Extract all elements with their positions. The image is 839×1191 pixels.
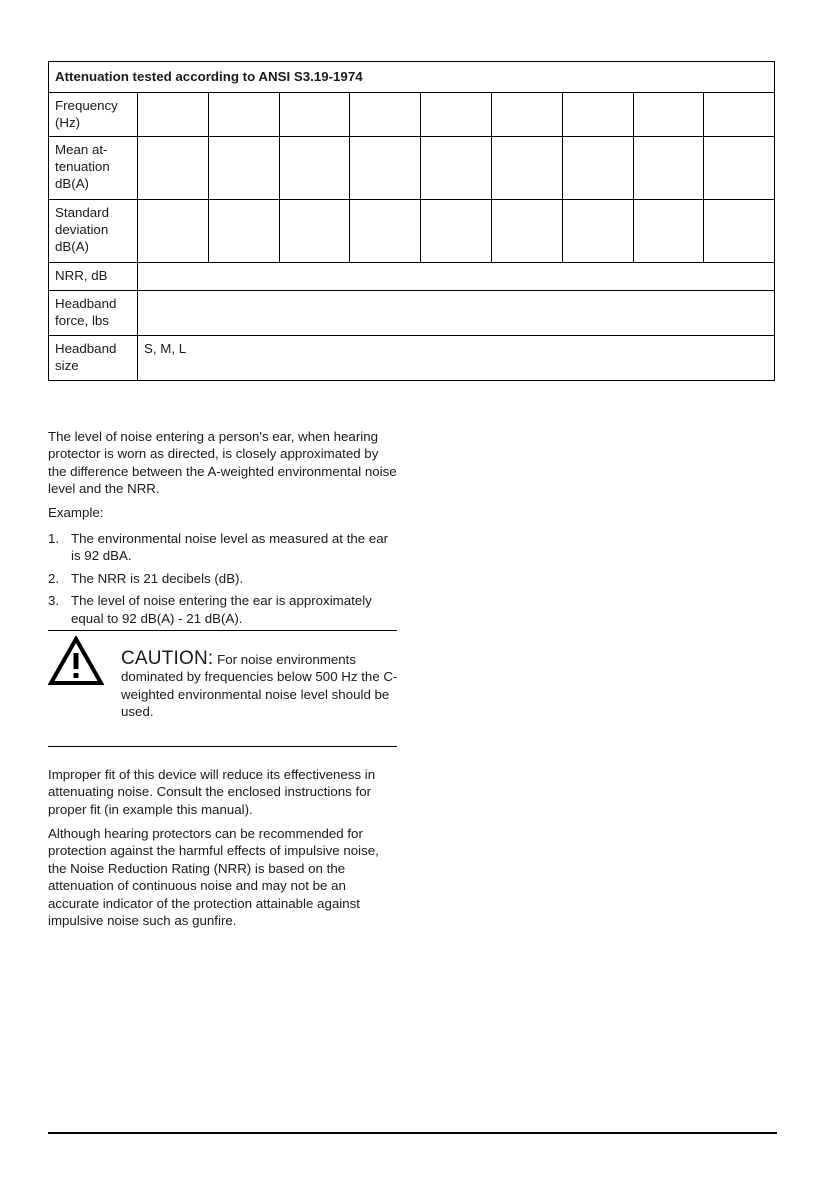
list-item <box>48 530 398 565</box>
step-text: The environmental noise level as measured at the ear is 92 dBA. <box>71 531 389 564</box>
step-number: 3. <box>48 593 60 609</box>
step-number: 2. <box>48 570 60 586</box>
impulse-paragraph <box>48 825 398 929</box>
noise-level-paragraph <box>48 428 398 498</box>
caution-text: For noise environments dominated by frequencies below 500 Hz the C-weighted environmental noise level should be used. <box>121 652 398 720</box>
row-label-standard-deviation: Standard deviation dB(A) <box>49 200 138 263</box>
attenuation-table <box>48 61 775 381</box>
fit-paragraph <box>48 766 398 818</box>
table-row <box>49 263 775 291</box>
row-label-nrr: NRR, dB <box>49 263 138 291</box>
footer-divider <box>48 1132 777 1134</box>
row-label-headband-size: Headband size <box>49 336 138 381</box>
headband-force-value <box>138 291 775 336</box>
row-label-frequency: Frequency (Hz) <box>49 93 138 137</box>
caution-heading: CAUTION: <box>121 648 214 669</box>
paragraph-text: Although hearing protectors can be recommended for protection against the harmful effects of impulsive noise, the Noise Reduction Rating (NRR) is based on the attenuation of continuous noise and may not be an accurate indicator of the protection attainable against impulsive noise such as gunfire. <box>48 826 379 929</box>
caution-block <box>121 650 401 721</box>
list-item <box>48 570 398 587</box>
paragraph-text: Improper fit of this device will reduce its effectiveness in attenuating noise. Consult the enclosed instructions for proper fit (in example this manual). <box>48 767 376 817</box>
headband-size-value: S, M, L <box>138 336 775 381</box>
table-row <box>49 336 775 381</box>
table-row <box>49 93 775 137</box>
example-label: Example: <box>48 505 104 520</box>
table-row <box>49 200 775 263</box>
step-text: The NRR is 21 decibels (dB). <box>71 570 244 586</box>
step-number: 1. <box>48 531 60 546</box>
divider <box>48 630 397 631</box>
paragraph-text: The level of noise entering a person's ear, when hearing protector is worn as directed, is closely approximated by the difference between the A-weighted environmental noise level and the NRR. <box>48 429 397 497</box>
table-title: Attenuation tested according to ANSI S3.19-1974 <box>49 62 775 93</box>
divider <box>48 746 397 747</box>
nrr-value <box>138 263 775 291</box>
row-label-headband-force: Headband force, lbs <box>49 291 138 336</box>
example-steps <box>48 530 398 632</box>
warning-triangle-icon <box>48 636 104 686</box>
table-row <box>49 291 775 336</box>
table-row <box>49 137 775 200</box>
step-text: The level of noise entering the ear is approximately equal to 92 dB(A) - 21 dB(A). <box>71 593 372 626</box>
row-label-mean-attenuation: Mean at- tenuation dB(A) <box>49 137 138 200</box>
list-item <box>48 592 398 627</box>
